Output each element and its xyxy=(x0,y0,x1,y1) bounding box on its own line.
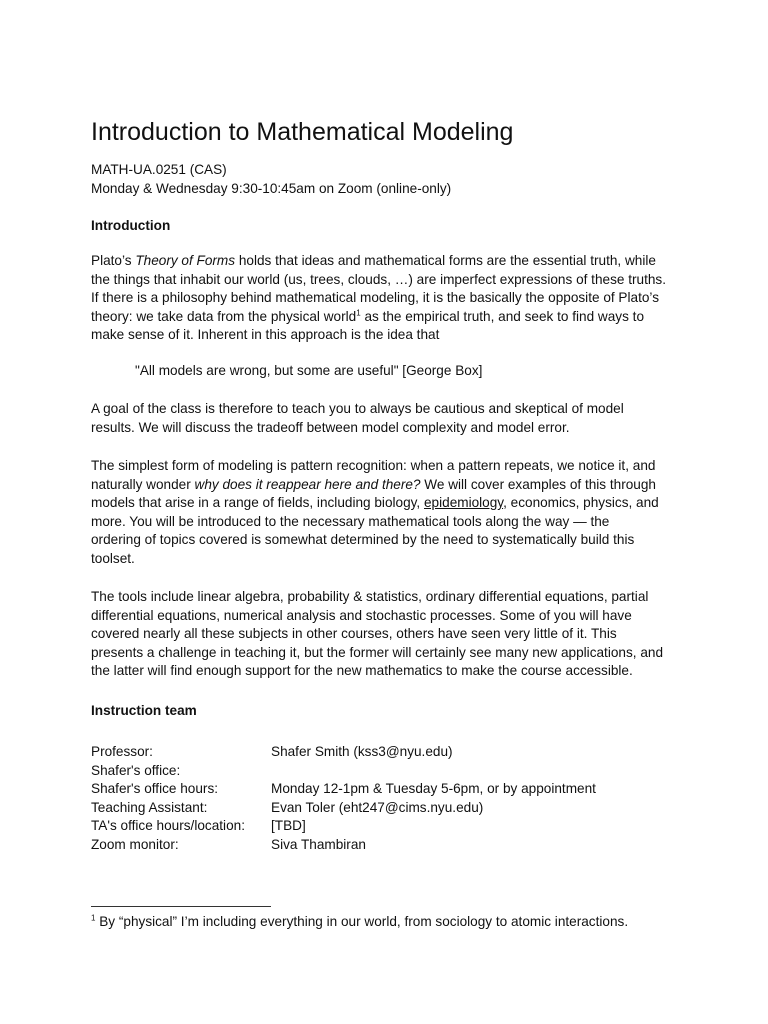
team-value: [TBD] xyxy=(271,818,306,834)
footnote xyxy=(91,914,628,929)
team-value: Siva Thambiran xyxy=(271,836,366,852)
team-label: TA's office hours/location: xyxy=(91,818,245,834)
text-span: , economics, physics, and xyxy=(503,495,659,511)
footnote-text: By “physical” I’m including everything in our world, from sociology to atomic interactions. xyxy=(95,914,629,929)
text-span: holds that ideas and mathematical forms are the essential truth, while xyxy=(235,253,656,268)
text-line: results. We will discuss the tradeoff between model complexity and model error. xyxy=(91,419,570,435)
team-heading: Instruction team xyxy=(91,703,197,718)
text-line: differential equations, numerical analysis and stochastic processes. Some of you will have xyxy=(91,607,632,623)
team-label: Zoom monitor: xyxy=(91,836,179,852)
course-schedule: Monday & Wednesday 9:30-10:45am on Zoom (online-only) xyxy=(91,181,452,196)
course-meta xyxy=(91,160,451,198)
text-line: The simplest form of modeling is pattern recognition: when a pattern repeats, we notice it, and xyxy=(91,458,656,473)
emphasis-text: why does it reappear here and there? xyxy=(194,476,421,492)
team-row xyxy=(91,799,596,818)
course-code: MATH-UA.0251 (CAS) xyxy=(91,162,227,177)
footnote-ref[interactable]: 1 xyxy=(356,308,361,318)
intro-paragraph xyxy=(91,252,691,345)
goal-paragraph xyxy=(91,400,691,437)
tools-paragraph xyxy=(91,588,691,681)
team-row xyxy=(91,743,596,762)
text-line: make sense of it. Inherent in this approach is the idea that xyxy=(91,327,440,343)
footnote-divider xyxy=(91,906,271,907)
team-row xyxy=(91,817,596,836)
text-line: A goal of the class is therefore to teach you to always be cautious and skeptical of model xyxy=(91,401,624,416)
text-line: presents a challenge in teaching it, but the former will certainly see many new applications, and xyxy=(91,644,664,660)
block-quote: "All models are wrong, but some are useful" [George Box] xyxy=(135,363,483,378)
text-span: as the empirical truth, and seek to find ways to xyxy=(360,308,645,324)
text-line: the latter will find enough support for the new mathematics to make the course accessible. xyxy=(91,663,633,679)
team-label: Shafer's office: xyxy=(91,762,181,778)
intro-heading: Introduction xyxy=(91,218,171,233)
text-line: more. You will be introduced to the necessary mathematical tools along the way — the xyxy=(91,513,610,529)
pattern-paragraph xyxy=(91,457,691,569)
text-line: toolset. xyxy=(91,550,135,566)
text-line: covered nearly all these subjects in other courses, others have seen very little of it. This xyxy=(91,626,617,642)
team-label: Professor: xyxy=(91,744,153,759)
team-row xyxy=(91,836,596,855)
text-span: We will cover examples of this through xyxy=(420,476,656,492)
text-span: theory: we take data from the physical world xyxy=(91,308,357,324)
text-span: Plato’s xyxy=(91,253,136,268)
team-table xyxy=(91,743,596,855)
text-line: The tools include linear algebra, probability & statistics, ordinary differential equations, partial xyxy=(91,589,649,604)
team-label: Teaching Assistant: xyxy=(91,799,208,815)
epidemiology-link[interactable]: epidemiology xyxy=(424,495,504,511)
team-value: Evan Toler (eht247@cims.nyu.edu) xyxy=(271,799,484,815)
footnote-mark: 1 xyxy=(91,913,96,923)
text-line: the things that inhabit our world (us, trees, clouds, …) are imperfect expressions of these truths. xyxy=(91,271,666,287)
text-line: ordering of topics covered is somewhat determined by the need to systematically build this xyxy=(91,532,635,548)
text-line: If there is a philosophy behind mathematical modeling, it is the basically the opposite of Plato’s xyxy=(91,290,659,306)
emphasis-text: Theory of Forms xyxy=(135,253,236,268)
team-value: Monday 12-1pm & Tuesday 5-6pm, or by appointment xyxy=(271,781,596,797)
team-label: Shafer's office hours: xyxy=(91,781,219,797)
team-value: Shafer Smith (kss3@nyu.edu) xyxy=(271,744,453,759)
text-span: naturally wonder xyxy=(91,476,195,492)
page-title: Introduction to Mathematical Modeling xyxy=(91,118,514,146)
text-span: models that arise in a range of fields, including biology, xyxy=(91,495,424,511)
team-row xyxy=(91,762,596,781)
team-row xyxy=(91,780,596,799)
